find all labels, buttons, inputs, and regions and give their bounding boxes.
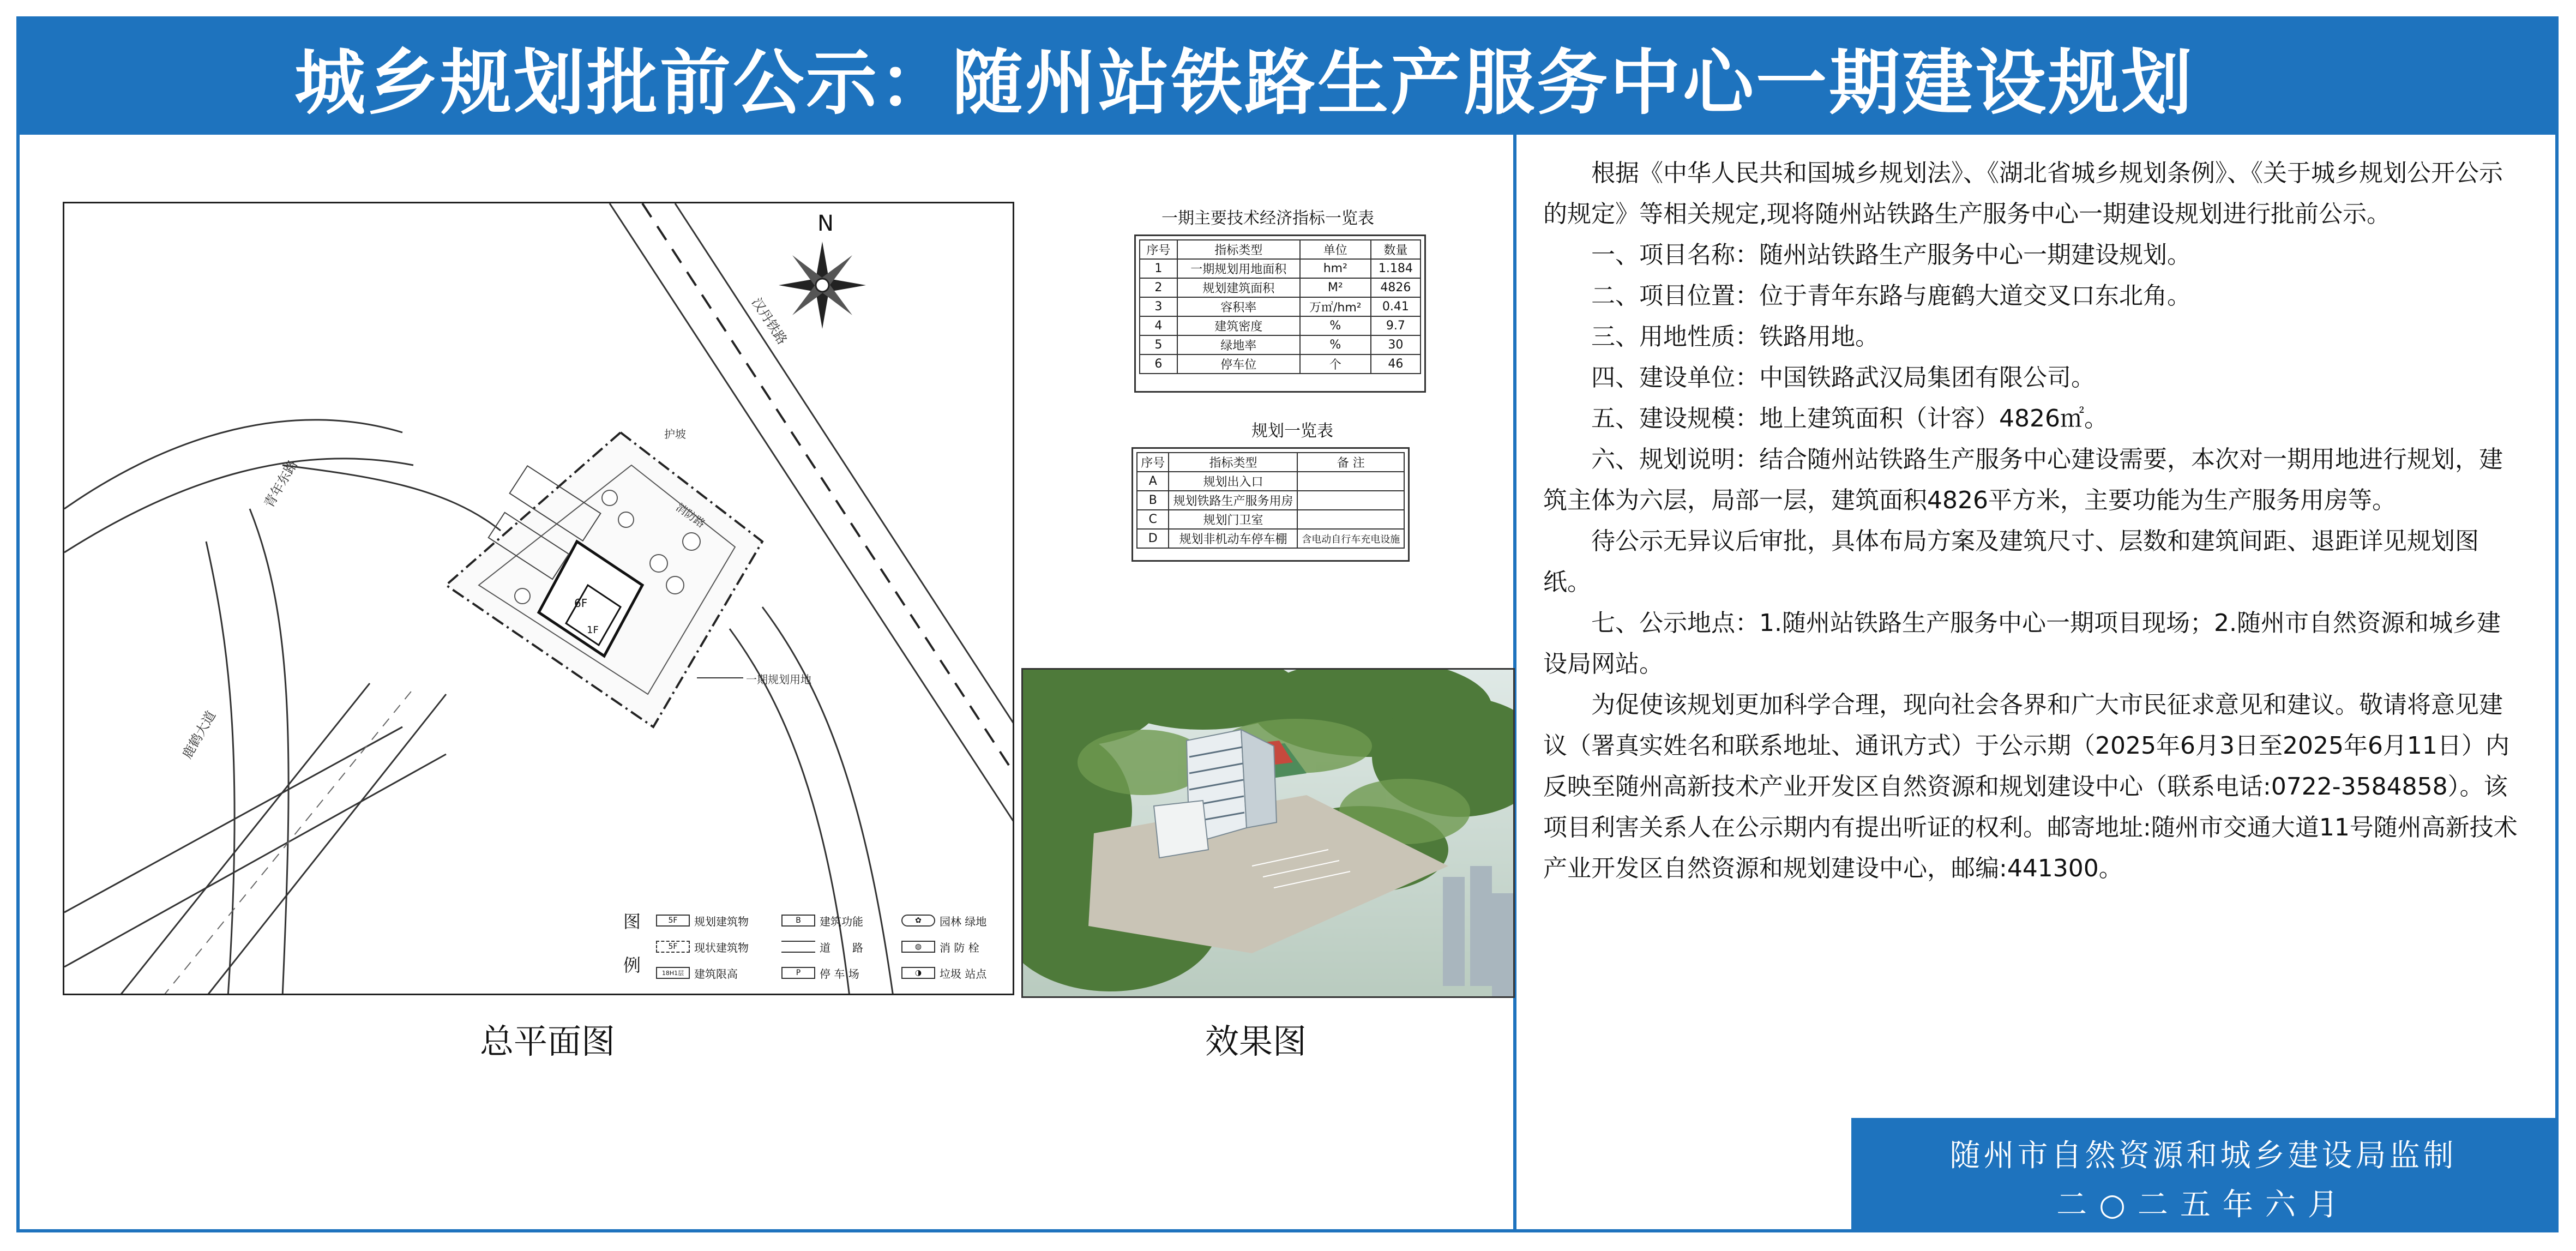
notice-text: [1543, 153, 2519, 889]
issue-date: 二○二五年六月: [2056, 1187, 2350, 1223]
table-cell: 个: [1300, 354, 1371, 374]
table-header: 备 注: [1297, 453, 1404, 472]
table-cell: 一期规划用地面积: [1177, 259, 1300, 278]
table-cell: 4826: [1371, 278, 1421, 297]
legend-label: 消 防 栓: [940, 941, 979, 954]
render-caption: 效果图: [1205, 1021, 1307, 1061]
road-edge: [64, 459, 413, 552]
table-cell: [1297, 491, 1404, 510]
rendering-image: [1021, 668, 1515, 998]
table-row: [1140, 316, 1421, 335]
notice-item: 一、项目名称：随州站铁路生产服务中心一期建设规划。: [1591, 241, 2191, 269]
road-edge: [64, 420, 402, 509]
table-cell: 5: [1140, 335, 1177, 354]
table-header: 序号: [1140, 240, 1177, 259]
legend-symbol: B: [781, 915, 815, 927]
road-edge: [250, 509, 288, 995]
road-label: 鹿鹤大道: [179, 708, 219, 761]
hydrant-icon: ◍: [901, 941, 935, 953]
notice-location: 七、公示地点：1.随州站铁路生产服务中心一期项目现场；2.随州市自然资源和城乡建设局网站。: [1543, 609, 2501, 678]
legend-symbol: 5F: [656, 941, 690, 953]
building-floor-label: 6F: [574, 597, 588, 610]
table-cell: A: [1137, 472, 1169, 491]
plan-caption: 总平面图: [480, 1021, 616, 1061]
indicator-table-frame: [1134, 234, 1426, 393]
table-cell: 4: [1140, 316, 1177, 335]
legend-symbol: 5F: [656, 915, 690, 927]
legend-item: [901, 939, 979, 955]
indicator-table-title: 一期主要技术经济指标一览表: [1161, 209, 1374, 228]
plan-table-title: 规划一览表: [1251, 422, 1333, 441]
notice-pending: 待公示无异议后审批，具体布局方案及建筑尺寸、层数和建筑间距、退距详见规划图纸。: [1543, 527, 2479, 596]
legend-label: 现状建筑物: [694, 941, 749, 954]
building-podium: [1154, 801, 1208, 858]
notice-item: 五、建设规模：地上建筑面积（计容）4826㎡。: [1591, 405, 2108, 432]
legend-item: [901, 912, 986, 929]
tree-icon: ✿: [901, 915, 935, 927]
table-cell: 46: [1371, 354, 1421, 374]
table-header: 单位: [1300, 240, 1371, 259]
table-row: [1137, 510, 1404, 529]
indicator-table: [1139, 239, 1421, 374]
road-edge: [282, 465, 501, 531]
legend-symbol: [781, 941, 815, 953]
slope-label: 护坡: [664, 428, 686, 441]
issuer-name: 随州市自然资源和城乡建设局监制: [1949, 1138, 2457, 1174]
table-header: 指标类型: [1177, 240, 1300, 259]
table-cell: 建筑密度: [1177, 316, 1300, 335]
table-header: 序号: [1137, 453, 1169, 472]
north-label: N: [817, 211, 834, 236]
table-row: [1137, 529, 1404, 548]
table-row: [1140, 278, 1421, 297]
notice-feedback: 为促使该规划更加科学合理，现向社会各界和广大市民征求意见和建议。敬请将意见建议（署真实姓名和联系地址、通讯方式）于公示期（2025年6月3日至2025年6月11日）内反映至随州高新技术产业开发区自然资源和规划建设中心（联系电话:0722-3584858）。该项目利害关系人在公示期内有提出听证的权利。邮寄地址:随州市交通大道11号随州高新技术产业开发区自然资源和规划建设中心，邮编:441300。: [1543, 691, 2518, 882]
legend-item: [781, 965, 859, 981]
notice-item: 四、建设单位：中国铁路武汉局集团有限公司。: [1591, 364, 2095, 392]
road-label: 汉丹铁路: [748, 295, 790, 347]
plan-table-frame: [1131, 447, 1410, 562]
legend-item: [656, 965, 738, 981]
table-row: [1140, 354, 1421, 374]
notice-item: 二、项目位置：位于青年东路与鹿鹤大道交叉口东北角。: [1591, 282, 2191, 310]
legend-item: [656, 939, 749, 955]
legend-title: 图: [623, 911, 641, 932]
table-cell: 规划门卫室: [1169, 510, 1297, 529]
site-plan: [63, 202, 1014, 995]
table-cell: 1: [1140, 259, 1177, 278]
notice-item: 六、规划说明：结合随州站铁路生产服务中心建设需要，本次对一期用地进行规划，建筑主体为六层，局部一层，建筑面积4826平方米，主要功能为生产服务用房等。: [1543, 446, 2503, 514]
legend-item: [901, 965, 986, 981]
legend-label: 规划建筑物: [694, 915, 749, 928]
table-row: [1137, 472, 1404, 491]
table-cell: 停车位: [1177, 354, 1300, 374]
table-cell: D: [1137, 529, 1169, 548]
table-cell: 0.41: [1371, 297, 1421, 316]
legend-item: [656, 912, 749, 929]
road-edge: [206, 542, 234, 995]
legend-label: 道 路: [820, 941, 863, 954]
table-cell: 规划铁路生产服务用房: [1169, 491, 1297, 510]
legend-item: [781, 912, 863, 929]
table-cell: 万㎡/hm²: [1300, 297, 1371, 316]
legend-item: [781, 939, 863, 955]
table-cell: %: [1300, 335, 1371, 354]
table-cell: 1.184: [1371, 259, 1421, 278]
legend: [623, 908, 1014, 995]
table-cell: 30: [1371, 335, 1421, 354]
title-divider: [20, 131, 2555, 135]
table-cell: 9.7: [1371, 316, 1421, 335]
table-cell: 容积率: [1177, 297, 1300, 316]
table-cell: 3: [1140, 297, 1177, 316]
table-header: 指标类型: [1169, 453, 1297, 472]
road-edge: [206, 694, 446, 995]
legend-symbol: P: [781, 967, 815, 979]
table-cell: B: [1137, 491, 1169, 510]
site-plan-drawing: [64, 203, 1014, 995]
table-cell: 规划非机动车停车棚: [1169, 529, 1297, 548]
table-cell: hm²: [1300, 259, 1371, 278]
legend-label: 园林 绿地: [940, 915, 987, 928]
table-row: [1140, 335, 1421, 354]
table-cell: 2: [1140, 278, 1177, 297]
road-label: 消防路: [673, 500, 708, 531]
site-label: 一期规划用地: [746, 673, 811, 686]
road-label: 青年东路: [261, 457, 301, 510]
table-header: 数量: [1371, 240, 1421, 259]
legend-label: 建筑功能: [820, 915, 863, 928]
table-cell: 6: [1140, 354, 1177, 374]
legend-label: 垃圾 站点: [940, 967, 987, 981]
table-row: [1140, 259, 1421, 278]
trash-icon: ◑: [901, 967, 935, 979]
table-cell: [1297, 472, 1404, 491]
table-cell: M²: [1300, 278, 1371, 297]
plan-table: [1136, 452, 1405, 549]
table-cell: 绿地率: [1177, 335, 1300, 354]
rendering-drawing: [1023, 670, 1515, 998]
legend-symbol: 18H1层: [656, 967, 690, 979]
building-floor-label: 1F: [587, 624, 599, 636]
table-cell: 规划建筑面积: [1177, 278, 1300, 297]
legend-title: 例: [623, 955, 641, 976]
table-row: [1137, 491, 1404, 510]
table-cell: 规划出入口: [1169, 472, 1297, 491]
legend-label: 停 车 场: [820, 967, 859, 981]
table-cell: %: [1300, 316, 1371, 335]
table-row: [1140, 297, 1421, 316]
table-cell: [1297, 510, 1404, 529]
table-cell: C: [1137, 510, 1169, 529]
notice-intro: 根据《中华人民共和国城乡规划法》、《湖北省城乡规划条例》、《关于城乡规划公开公示的规定》等相关规定,现将随州站铁路生产服务中心一期建设规划进行批前公示。: [1543, 159, 2503, 228]
legend-label: 建筑限高: [694, 967, 738, 981]
notice-item: 三、用地性质：铁路用地。: [1591, 323, 1879, 351]
table-cell: 含电动自行车充电设施: [1297, 529, 1404, 548]
page-title: 城乡规划批前公示：随州站铁路生产服务中心一期建设规划: [294, 41, 2195, 124]
north-arrow: [779, 242, 866, 329]
